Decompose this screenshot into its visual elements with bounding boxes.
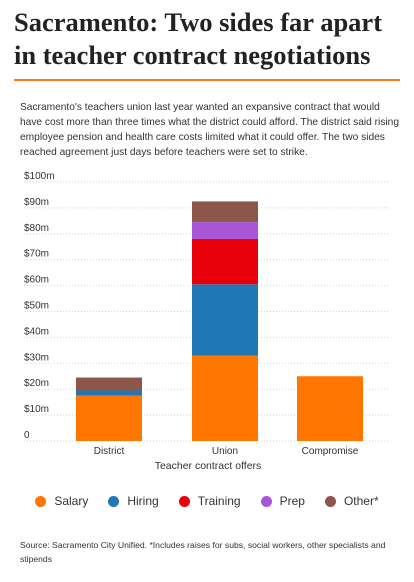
legend-swatch (108, 496, 119, 507)
legend-label: Salary (54, 494, 89, 508)
title-divider (14, 79, 400, 81)
y-tick-label: $100m (24, 171, 55, 182)
bar-segment-union-salary (192, 356, 258, 441)
y-tick-label: $20m (24, 378, 50, 390)
chart-legend (0, 494, 414, 508)
legend-swatch (179, 496, 190, 507)
x-category-label: Union (211, 446, 239, 457)
legend-item-salary[interactable] (35, 494, 88, 508)
bar-segment-district-other (76, 378, 142, 391)
legend-item-prep[interactable] (261, 494, 305, 508)
legend-item-other[interactable] (325, 494, 379, 508)
x-axis-title: Teacher contract offers (154, 460, 262, 472)
y-tick-label: 0 (24, 430, 30, 441)
bar-segment-district-salary (76, 396, 142, 441)
y-tick-label: $10m (24, 404, 50, 416)
source-note: Source: Sacramento City Unified. *Includes raises for subs, social workers, other specialists and stipends (20, 540, 386, 564)
x-category-label: District (93, 446, 125, 457)
y-tick-label: $40m (24, 326, 50, 338)
legend-label: Prep (279, 494, 305, 508)
bar-segment-district-hiring (76, 390, 142, 395)
bar-layer (76, 201, 363, 441)
legend-label: Training (197, 494, 241, 508)
legend-swatch (325, 496, 336, 507)
bar-segment-union-hiring (192, 284, 258, 355)
bar-segment-union-other (192, 201, 258, 222)
y-tick-label: $90m (24, 196, 50, 208)
page-title: Sacramento: Two sides far apart in teacher contract negotiations (14, 7, 383, 70)
y-tick-label: $30m (24, 352, 50, 364)
y-axis-ticks (24, 171, 55, 441)
bar-segment-union-training (192, 239, 258, 284)
legend-item-hiring[interactable] (108, 494, 158, 508)
legend-label: Hiring (127, 494, 159, 508)
bar-segment-compromise-salary (297, 376, 363, 441)
chart-description: Sacramento's teachers union last year wanted an expansive contract that would have cost more than three times what the district could afford. The district said rising employee pension and health care costs limited what it could offer. The two sides reached agreement just days before teachers were set to strike. (20, 102, 400, 158)
legend-swatch (261, 496, 272, 507)
y-tick-label: $70m (24, 248, 50, 260)
y-tick-label: $60m (24, 274, 50, 286)
legend-item-training[interactable] (179, 494, 241, 508)
legend-swatch (35, 496, 46, 507)
x-category-label: Compromise (301, 446, 359, 457)
legend-label: Other* (343, 494, 379, 508)
x-axis-categories (94, 446, 359, 457)
stacked-bar-chart (0, 160, 414, 480)
bar-segment-union-prep (192, 222, 258, 239)
y-tick-label: $80m (24, 222, 50, 234)
y-tick-label: $50m (24, 300, 50, 312)
